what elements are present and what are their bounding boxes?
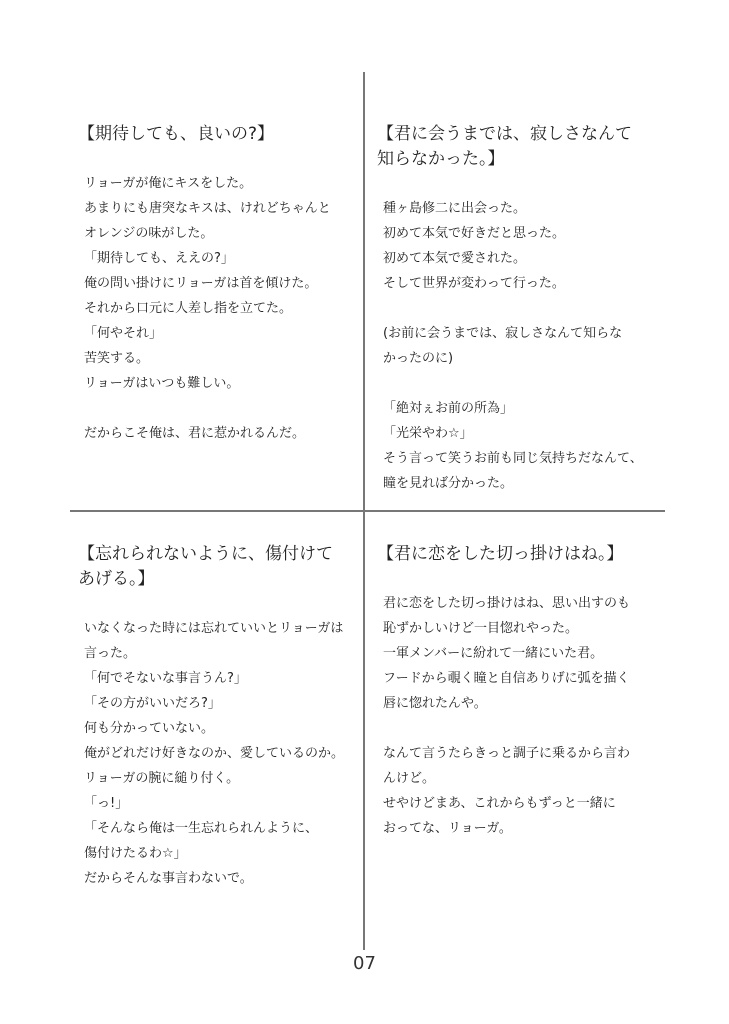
body-line: リョーガが俺にキスをした。 bbox=[84, 176, 253, 191]
body-line: 「そんなら俺は一生忘れられんように、 bbox=[84, 821, 319, 836]
body-line: だからそんな事言わないで。 bbox=[84, 871, 253, 886]
body-line: リョーガの腕に縋り付く。 bbox=[84, 771, 240, 786]
body-line: 「その方がいいだろ?」 bbox=[84, 696, 221, 711]
body-line: 唇に惚れたんや。 bbox=[383, 696, 487, 711]
body-line: 何も分かっていない。 bbox=[84, 721, 215, 736]
horizontal-divider bbox=[70, 510, 665, 512]
body-line: 俺がどれだけ好きなのか、愛しているのか。 bbox=[84, 746, 345, 761]
body-line: オレンジの味がした。 bbox=[84, 226, 214, 241]
body-line: 「何でそないな事言うん?」 bbox=[84, 671, 247, 686]
body-line: 苦笑する。 bbox=[84, 351, 150, 366]
body-line: そして世界が変わって行った。 bbox=[383, 276, 565, 291]
body-line: 初めて本気で好きだと思った。 bbox=[383, 226, 566, 241]
page-number: 07 bbox=[353, 953, 376, 974]
body-line: 瞳を見れば分かった。 bbox=[383, 476, 514, 491]
section-top-right bbox=[377, 122, 653, 496]
section-title: 【君に会うまでは、寂しさなんて 知らなかった。】 bbox=[377, 124, 632, 169]
body-line: 君に恋をした切っ掛けはね、思い出すのも bbox=[383, 596, 631, 611]
body-line: (お前に会うまでは、寂しさなんて知らな bbox=[383, 326, 623, 341]
body-line: いなくなった時には忘れていいとリョーガは bbox=[84, 621, 344, 636]
body-line: 一軍メンバーに紛れて一緒にいた君。 bbox=[383, 646, 604, 661]
section-bottom-right bbox=[377, 542, 653, 841]
section-title: 【君に恋をした切っ掛けはね。】 bbox=[377, 544, 624, 564]
body-line: 「何やそれ」 bbox=[84, 326, 163, 341]
body-line: 「っ!」 bbox=[84, 796, 129, 811]
body-line: そう言って笑うお前も同じ気持ちだなんて、 bbox=[383, 451, 643, 466]
body-line: なんて言うたらきっと調子に乗るから言わ bbox=[383, 746, 631, 761]
section-title: 【忘れられないように、傷付けて あげる。】 bbox=[78, 544, 333, 589]
body-line: 「期待しても、ええの?」 bbox=[84, 251, 234, 266]
body-line: せやけどまあ、これからもずっと一緒に bbox=[383, 796, 616, 811]
section-bottom-left bbox=[78, 542, 354, 891]
body-line: 言った。 bbox=[84, 646, 137, 661]
body-line: 恥ずかしいけど一目惚れやった。 bbox=[383, 621, 579, 636]
body-line: 俺の問い掛けにリョーガは首を傾けた。 bbox=[84, 276, 318, 291]
body-line: 「絶対ぇお前の所為」 bbox=[383, 401, 514, 416]
body-line: 傷付けたるわ☆」 bbox=[84, 846, 187, 861]
body-line: おってな、リョーガ。 bbox=[383, 821, 512, 836]
body-line bbox=[84, 396, 354, 421]
section-title: 【期待しても、良いの?】 bbox=[78, 124, 275, 144]
body-line: フードから覗く瞳と自信ありげに弧を描く bbox=[383, 671, 630, 686]
body-line: それから口元に人差し指を立てた。 bbox=[84, 301, 293, 316]
body-line: 種ヶ島修二に出会った。 bbox=[383, 201, 527, 216]
section-body bbox=[383, 591, 653, 841]
body-line: だからこそ俺は、君に惹かれるんだ。 bbox=[84, 426, 306, 441]
section-body bbox=[84, 616, 354, 891]
section-body bbox=[383, 196, 653, 496]
section-top-left bbox=[78, 122, 354, 446]
body-line: リョーガはいつも難しい。 bbox=[84, 376, 240, 391]
body-line bbox=[383, 371, 653, 396]
section-body bbox=[84, 171, 354, 446]
body-line: んけど。 bbox=[383, 771, 436, 786]
body-line: かったのに) bbox=[383, 351, 454, 366]
body-line bbox=[383, 716, 653, 741]
body-line bbox=[383, 296, 653, 321]
body-line: 初めて本気で愛された。 bbox=[383, 251, 527, 266]
body-line: あまりにも唐突なキスは、けれどちゃんと bbox=[84, 201, 331, 216]
body-line: 「光栄やわ☆」 bbox=[383, 426, 473, 441]
